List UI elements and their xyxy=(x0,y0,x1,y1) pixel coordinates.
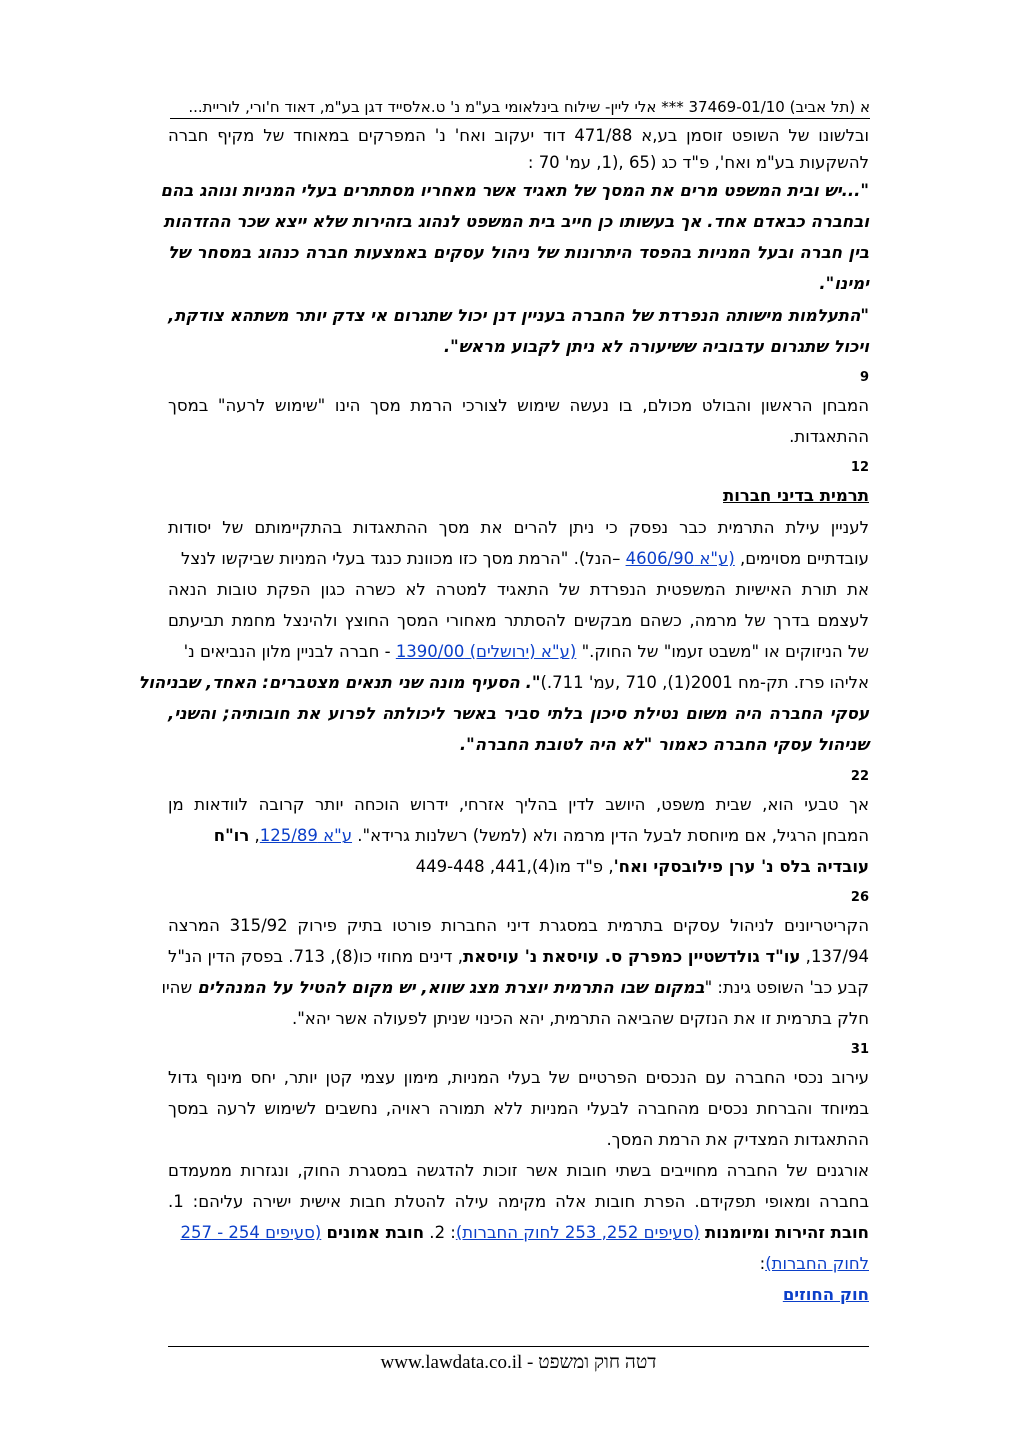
text-line: לחוק החברות): xyxy=(759,1254,869,1273)
section-number: 12 xyxy=(850,460,869,475)
text-line: הקריטריונים לניהול עסקים בתרמית במסגרת דיני החברות פורטו בתיק פירוק 315/92 המרצה xyxy=(168,916,869,935)
law-link[interactable]: חוק החוזים xyxy=(782,1285,869,1304)
quote-line: בין חברה ובעל המניות בהפסד היתרונות של ניהול עסקים באמצעות חברה כנהוג במסחר של xyxy=(168,243,869,262)
running-header: א (תל אביב) 37469-01/10 *** אלי ליין- שילוח בינלאומי בע"מ נ' ט.אלסייד דגן בע"מ, דאוד ח'ורי, לוריית... xyxy=(188,98,870,116)
footer-rule xyxy=(168,1346,869,1347)
citation-link[interactable]: (ע"א 4606/90 xyxy=(625,549,735,568)
text-line: קבע כב' השופט גינת: "במקום שבו התרמית יוצרת מצג שווא, יש מקום להטיל על המנהלים שהיו xyxy=(161,978,869,997)
text-line: המבחן הרגיל, אם מיוחסת לבעל הדין מרמה ולא (למשל) רשלנות גרידא". ע"א 125/89, רו"ח xyxy=(213,826,869,845)
text-line: אליהו פרז. תק-מח 2001(1), 710 ,עמ' 711.)". הסעיף מונה שני תנאים מצטברים: האחד, שבניהול xyxy=(138,673,869,692)
text-line: חובת זהירות ומיומנות (סעיפים 252, 253 לחוק החברות): 2. חובת אמונים (סעיפים 254 - 257 xyxy=(180,1223,869,1242)
quote-line: ימינו". xyxy=(819,274,869,293)
citation-link[interactable]: לחוק החברות) xyxy=(765,1254,869,1273)
text-line: המבחן הראשון והבולט מכולם, בו נעשה שימוש לצורכי הרמת מסך הינו "שימוש לרעה" במסך xyxy=(168,396,869,415)
text-line: שניהול עסקי החברה כאמור "לא היה לטובת החברה". xyxy=(459,735,869,754)
text-line: ההתאגדות המצדיק את הרמת המסך. xyxy=(606,1130,869,1149)
section-number: 9 xyxy=(859,370,869,385)
text-line: עובדתיים מסוימים, (ע"א 4606/90 –הנל). "הרמת מסך כזו מכוונת כנגד בעלי המניות שביקשו לנצל xyxy=(180,549,869,568)
section-number: 22 xyxy=(850,769,869,784)
text-line: במיוחד והברחת נכסים מהחברה לבעלי המניות ללא תמורה ראויה, נחשבים לשימוש לרעה במסך xyxy=(168,1099,869,1118)
citation-link[interactable]: ע"א 125/89 xyxy=(259,826,353,845)
header-rule xyxy=(170,118,870,119)
text-line: עירוב נכסי החברה עם הנכסים הפרטיים של בעלי המניות, מימון עצמי קטן יותר, יחס מינוף גדול xyxy=(168,1068,869,1087)
quote-line: "התעלמות מישותה הנפרדת של החברה בעניין דנן יכול שתגרום אי צדק יותר משתהא צודקת, xyxy=(168,306,869,325)
text-line: של הניזוקים או "משבט זעמו" של החוק." (ע"א (ירושלים) 1390/00 - חברה לבניין מלון הנביאים נ' xyxy=(183,642,869,661)
quote-line: "...יש ובית המשפט מרים את המסך של תאגיד אשר מאחריו מסתתרים בעלי המניות ונוהג בהם xyxy=(160,181,869,200)
page-footer: www.lawdata.co.il - דטה חוק ומשפט xyxy=(380,1352,657,1373)
section-number: 26 xyxy=(850,890,869,905)
text-line: בחברה ומאופי תפקידם. הפרת חובות אלה מקימה עילה להטלת חבות אישית ישירה עליהם: 1. xyxy=(168,1192,869,1211)
citation-link[interactable]: (סעיפים 254 - 257 xyxy=(180,1223,322,1242)
citation-link[interactable]: (סעיפים 252, 253 לחוק החברות) xyxy=(455,1223,700,1242)
text-line: לעצמם בדרך של מרמה, כשהם מבקשים להסתתר מאחורי המסך החוצץ ולהינצל מחמת תביעתם xyxy=(168,611,869,630)
text-line: 137/94, עו"ד גולדשטיין כמפרק ס. עויסאת נ' עויסאת, דינים מחוזי כו(8), 713. בפסק הדין הנ"ל xyxy=(167,947,869,966)
section-number: 31 xyxy=(850,1042,869,1057)
quote-line: ובחברה כבאדם אחד. אך בעשותו כן חייב בית המשפט לנהוג בזהירות שלא ייצא שכר ההזדהות xyxy=(163,212,869,231)
text-line: לעניין עילת התרמית כבר נפסק כי ניתן להרים את מסך ההתאגדות בהתקיימותם של יסודות xyxy=(168,518,869,537)
text-line: אורגנים של החברה מחוייבים בשתי חובות אשר זוכות להדגשה במסגרת החוק, ונגזרות ממעמדם xyxy=(168,1161,869,1180)
text-line: ההתאגדות. xyxy=(789,427,869,446)
text-line: עסקי החברה היה משום נטילת סיכון בלתי סביר באשר ליכולתה לפרוע את חובותיה; והשני, xyxy=(168,704,869,723)
citation-link[interactable]: (ע"א (ירושלים) 1390/00 xyxy=(395,642,577,661)
quote-line: ויכול שתגרום עדבוביה ששיעורה לא ניתן לקבוע מראש". xyxy=(443,337,869,356)
section-heading: תרמית בדיני חברות xyxy=(723,486,869,505)
text-line: להשקעות בע"מ ואח', פ"ד כג (65 ,(1, עמ' 70 : xyxy=(527,153,869,172)
text-line xyxy=(168,1285,869,1305)
text-line: עובדיה בלס נ' ערן פילובסקי ואח', פ"ד מו(4),441, 449-448 xyxy=(415,857,869,876)
text-line: אך טבעי הוא, שבית משפט, היושב לדין בהליך אזרחי, ידרוש הוכחה יותר קרובה לוודאות מן xyxy=(168,795,869,814)
text-line: חלק בתרמית זו את הנזקים שהביאה התרמית, יהא הכינוי שניתן לפעולה אשר יהא". xyxy=(291,1009,869,1028)
text-line: את תורת האישיות המשפטית הנפרדת של התאגיד למטרה לא כשרה כגון הפקת טובות הנאה xyxy=(168,580,869,599)
text-line: ובלשונו של השופט זוסמן בע,א 471/88 דוד יעקוב ואח' נ' המפרקים במאוחד של מקיף חברה xyxy=(168,126,869,145)
